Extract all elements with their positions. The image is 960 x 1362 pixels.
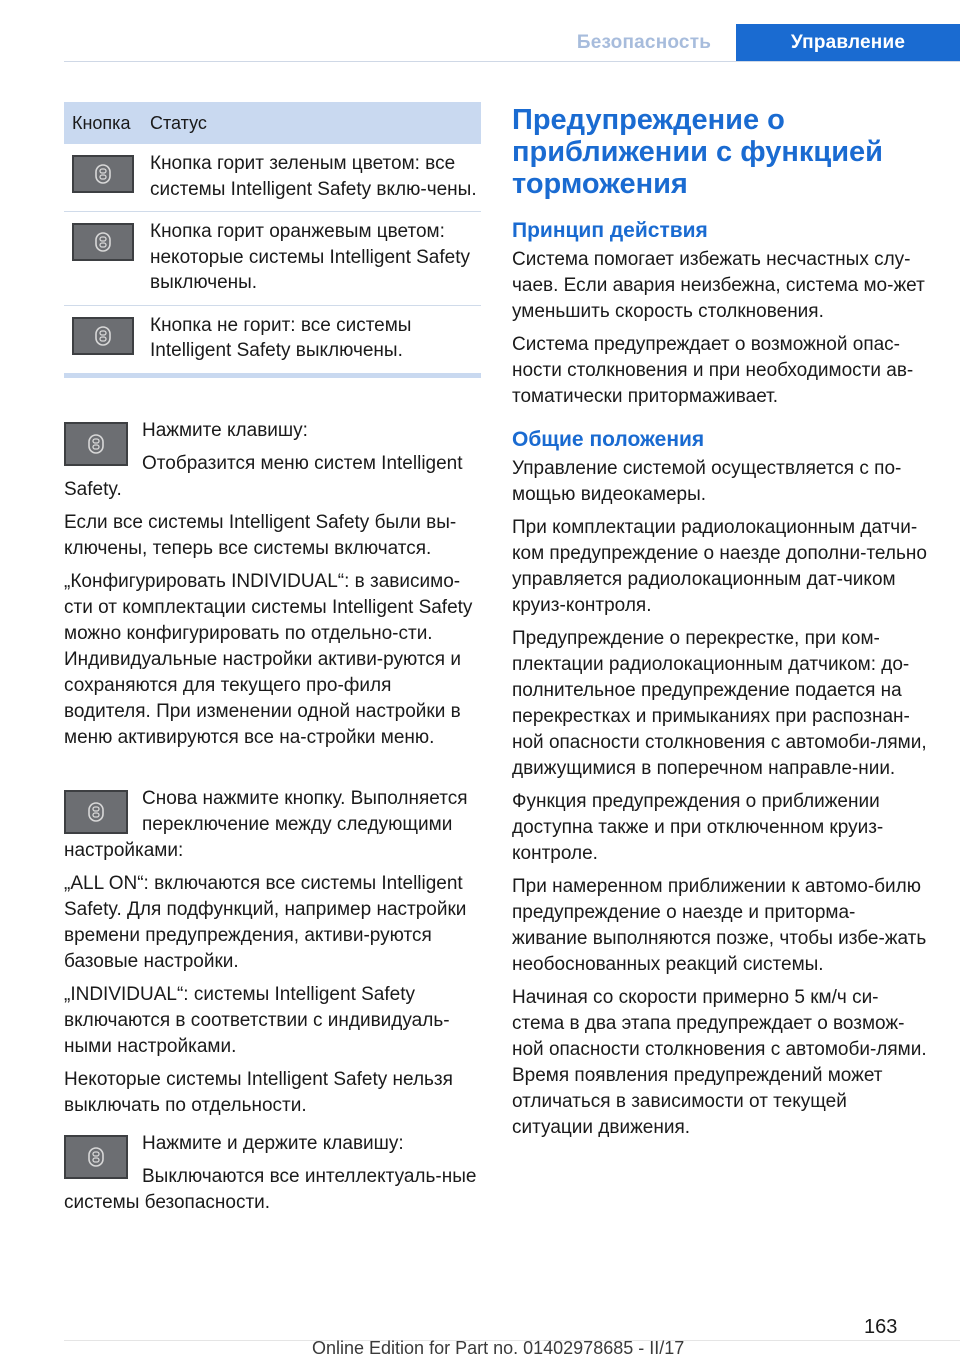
heading-general: Общие положения	[512, 428, 705, 451]
press-hold-text: Нажмите и держите клавишу:	[142, 1133, 404, 1154]
paragraph: Начиная со скорости примерно 5 км/ч си‐стема в два этапа предупреждает о возмож‐ной опасности столкновения с автомоби‐лями. Время появления предупреждений может отличаться в зависимости от текущей ситуации движения.	[512, 987, 927, 1138]
header-divider	[64, 61, 960, 62]
table-row	[64, 306, 481, 373]
button-status-table	[64, 102, 481, 378]
left-instructions	[64, 418, 481, 758]
right-column	[512, 104, 928, 1148]
cannot-disable-paragraph: Некоторые системы Intelligent Safety нельзя выключать по отдельности.	[64, 1069, 453, 1116]
paragraph: Управление системой осуществляется с по‐мощью видеокамеры.	[512, 458, 902, 505]
paragraph: При намеренном приближении к автомо‐билю предупреждение о наезде и приторма‐живание выполняются позже, чтобы избе‐жать необоснованных реакций системы.	[512, 876, 927, 975]
all-on-paragraph: „ALL ON“: включаются все системы Intelligent Safety. Для подфункций, например настройки времени предупреждения, активи‐руются базовые настройки.	[64, 873, 467, 972]
table-header-status: Статус	[150, 112, 207, 133]
press-key-text: Нажмите клавишу:	[142, 420, 308, 441]
table-bottom-rule	[64, 373, 481, 378]
table-cell-status: Кнопка горит зеленым цветом: все системы Intelligent Safety вклю‐чены.	[150, 153, 477, 200]
paragraph: При комплектации радиолокационным датчи‐ком предупреждение о наезде дополни‐тельно управляется радиолокационным дат‐чиком круиз-контроля.	[512, 517, 927, 616]
safety-button-icon	[64, 1135, 128, 1179]
section-title: Предупреждение о приближении с функцией торможения	[512, 104, 883, 200]
table-cell-status: Кнопка не горит: все системы Intelligent Safety выключены.	[150, 314, 412, 361]
safety-button-icon	[72, 155, 134, 193]
safety-button-icon	[72, 223, 134, 261]
heading-principle: Принцип действия	[512, 219, 708, 242]
paragraph: Система помогает избежать несчастных слу‐чаев. Если авария неизбежна, система мо‐жет уменьшить скорость столкновения.	[512, 249, 925, 322]
press-again-text: Снова нажмите кнопку. Выполняется переключение между следующими настройками:	[64, 788, 468, 861]
section-tab[interactable]: Безопасность	[576, 32, 712, 53]
table-header	[64, 102, 481, 144]
all-off-text: Выключаются все интеллектуаль‐ные системы безопасности.	[64, 1166, 477, 1213]
table-row	[64, 212, 481, 306]
left-instructions-3	[64, 1131, 481, 1223]
paragraph: Функция предупреждения о приближении доступна также и при отключенном круиз-контроле.	[512, 791, 884, 864]
configure-paragraph: „Конфигурировать INDIVIDUAL“: в зависимо‐сти от комплектации системы Intelligent Safety можно конфигурировать по отдельно‐сти. Индивидуальные настройки активи‐руются и сохраняются для текущего про‐филя водителя. При изменении одной настройки в меню активируются все на‐стройки меню.	[64, 571, 473, 748]
paragraph: Предупреждение о перекрестке, при ком‐плектации радиолокационным датчиком: до‐полнительное предупреждение подается на перекрестках и примыканиях при распознан‐ной опасности столкновения с автомоби‐лями, движущимися в поперечном направле‐нии.	[512, 628, 927, 779]
safety-button-icon	[64, 422, 128, 466]
menu-shown-text: Отобразится меню систем Intelligent Safety.	[64, 453, 463, 500]
chapter-tab[interactable]: Управление	[736, 24, 960, 62]
page-number: 163	[864, 1316, 898, 1338]
paragraph: Система предупреждает о возможной опас‐ности столкновения и при необходимости ав‐томатически притормаживает.	[512, 334, 914, 407]
individual-paragraph: „INDIVIDUAL“: системы Intelligent Safety включаются в соответствии с индивидуаль‐ными настройками.	[64, 984, 450, 1057]
table-row	[64, 144, 481, 212]
edition-note: Online Edition for Part no. 01402978685 - II/17	[312, 1338, 685, 1358]
left-instructions-2	[64, 786, 481, 1126]
all-off-paragraph: Если все системы Intelligent Safety были вы‐ключены, теперь все системы включатся.	[64, 512, 457, 559]
safety-button-icon	[64, 790, 128, 834]
table-header-button: Кнопка	[72, 112, 131, 133]
table-cell-status: Кнопка горит оранжевым цветом: некоторые системы Intelligent Safety выключены.	[150, 221, 471, 293]
safety-button-icon	[72, 317, 134, 355]
